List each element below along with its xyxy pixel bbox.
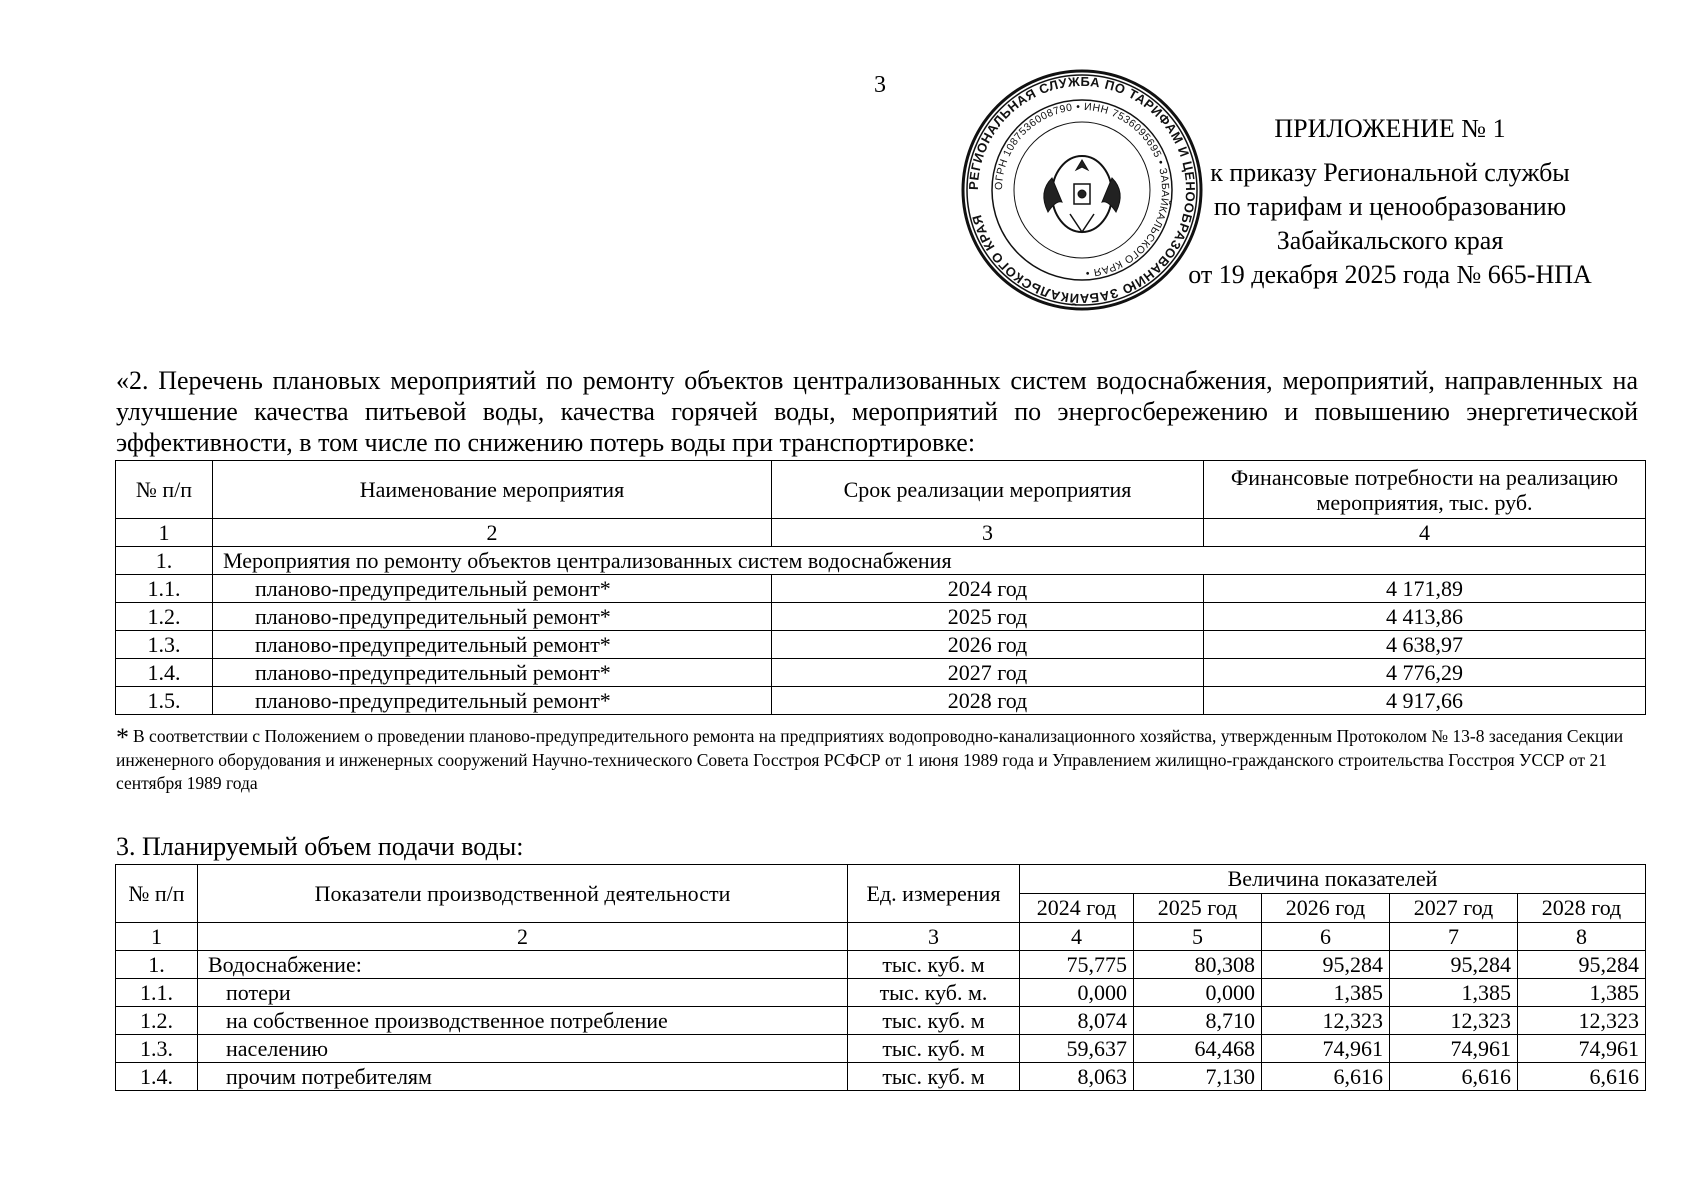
table-row [116,631,1646,659]
table-row [116,951,1646,979]
value-cell: 80,308 [1134,951,1262,979]
value-cell: 8,074 [1020,1007,1134,1035]
value-cell: 1,385 [1262,979,1390,1007]
row-number: 1. [116,951,198,979]
row-number: 1.4. [116,659,213,687]
footnote-mark: * [116,723,129,752]
footnote-text: В соответствии с Положением о проведении планово-предупредительного ремонта на предприятиях водопроводно-канализационного хозяйства, утвержденным Протоколом № 13-8 заседания Секции инженерного оборудования и инженерных сооружений Научно-технического Совета Госстроя РСФСР от 1 июня 1989 года и Управлением жилищно-гражданского строительства Госстроя УССР от 21 сентября 1989 года [116,726,1624,793]
column-header: Ед. измерения [848,865,1020,923]
year-header: 2026 год [1262,894,1390,923]
appendix-title: ПРИЛОЖЕНИЕ № 1 [1274,114,1506,143]
order-line: по тарифам и ценообразованию [1213,192,1567,221]
unit-cell: тыс. куб. м [848,951,1020,979]
row-number: 1.3. [116,1035,198,1063]
table-row [116,1035,1646,1063]
row-number: 1.1. [116,979,198,1007]
measure-term: 2026 год [772,631,1204,659]
measure-term: 2028 год [772,687,1204,715]
indicator-name: прочим потребителям [198,1063,848,1091]
indicator-name: Водоснабжение: [198,951,848,979]
value-cell: 1,385 [1518,979,1646,1007]
column-header: Финансовые потребности на реализацию мероприятия, тыс. руб. [1204,461,1646,519]
measure-name: планово-предупредительный ремонт* [213,603,772,631]
measure-term: 2024 год [772,575,1204,603]
table-row [116,979,1646,1007]
unit-cell: тыс. куб. м [848,1035,1020,1063]
measure-term: 2027 год [772,659,1204,687]
repair-measures-table [115,460,1646,715]
measure-amount: 4 171,89 [1204,575,1646,603]
table-row [116,603,1646,631]
value-cell: 1,385 [1390,979,1518,1007]
row-number: 1.2. [116,1007,198,1035]
order-line: к приказу Региональной службы [1210,158,1570,187]
column-number: 2 [213,519,772,547]
column-header: Срок реализации мероприятия [772,461,1204,519]
order-line: от 19 декабря 2025 года № 665-НПА [1188,260,1592,289]
stamp-inner-text: ОГРН 1087536008790 • ИНН 7536095695 • ЗАБАЙКАЛЬСКОГО КРАЯ • [992,100,1172,279]
column-number: 5 [1134,923,1262,951]
measure-name: планово-предупредительный ремонт* [213,687,772,715]
measure-amount: 4 413,86 [1204,603,1646,631]
column-number: 7 [1390,923,1518,951]
table-row [116,659,1646,687]
value-cell: 95,284 [1518,951,1646,979]
table-row [116,575,1646,603]
value-cell: 95,284 [1262,951,1390,979]
footnote [116,725,1638,795]
value-cell: 6,616 [1518,1063,1646,1091]
value-cell: 6,616 [1262,1063,1390,1091]
year-header: 2025 год [1134,894,1262,923]
row-number: 1.4. [116,1063,198,1091]
row-number: 1.3. [116,631,213,659]
measure-name: планово-предупредительный ремонт* [213,575,772,603]
value-cell: 95,284 [1390,951,1518,979]
column-number: 1 [116,519,213,547]
unit-cell: тыс. куб. м [848,1007,1020,1035]
measure-amount: 4 776,29 [1204,659,1646,687]
column-number: 4 [1204,519,1646,547]
value-cell: 12,323 [1390,1007,1518,1035]
column-header: № п/п [116,461,213,519]
group-row [116,547,1646,575]
column-header: № п/п [116,865,198,923]
group-title: Мероприятия по ремонту объектов централизованных систем водоснабжения [213,547,1646,575]
column-number: 1 [116,923,198,951]
column-number: 2 [198,923,848,951]
value-cell: 74,961 [1262,1035,1390,1063]
measure-term: 2025 год [772,603,1204,631]
year-header: 2024 год [1020,894,1134,923]
value-cell: 0,000 [1134,979,1262,1007]
table-row [116,1063,1646,1091]
column-number: 6 [1262,923,1390,951]
value-cell: 0,000 [1020,979,1134,1007]
column-number-row [116,923,1646,951]
appendix-block [1130,112,1650,292]
row-number: 1.2. [116,603,213,631]
measure-name: планово-предупредительный ремонт* [213,631,772,659]
column-header: Показатели производственной деятельности [198,865,848,923]
indicator-name: на собственное производственное потребление [198,1007,848,1035]
value-cell: 64,468 [1134,1035,1262,1063]
table-header-row [116,461,1646,519]
measure-amount: 4 917,66 [1204,687,1646,715]
value-cell: 74,961 [1390,1035,1518,1063]
column-number: 4 [1020,923,1134,951]
measure-amount: 4 638,97 [1204,631,1646,659]
unit-cell: тыс. куб. м [848,1063,1020,1091]
indicator-name: потери [198,979,848,1007]
coat-of-arms-icon [1044,156,1120,232]
row-number: 1.5. [116,687,213,715]
year-header: 2028 год [1518,894,1646,923]
measure-name: планово-предупредительный ремонт* [213,659,772,687]
value-cell: 6,616 [1390,1063,1518,1091]
table-header-row [116,865,1646,894]
stamp-outer-text: РЕГИОНАЛЬНАЯ СЛУЖБА ПО ТАРИФАМ И ЦЕНООБРАЗОВАНИЮ ЗАБАЙКАЛЬСКОГО КРАЯ [965,73,1199,307]
section3-heading: 3. Планируемый объем подачи воды: [116,832,524,861]
column-number: 3 [772,519,1204,547]
column-header: Наименование мероприятия [213,461,772,519]
value-cell: 8,710 [1134,1007,1262,1035]
column-number: 8 [1518,923,1646,951]
page-number: 3 [874,72,886,98]
column-group-header: Величина показателей [1020,865,1646,894]
value-cell: 12,323 [1262,1007,1390,1035]
column-number-row [116,519,1646,547]
value-cell: 7,130 [1134,1063,1262,1091]
row-number: 1. [116,547,213,575]
value-cell: 12,323 [1518,1007,1646,1035]
table-row [116,687,1646,715]
order-line: Забайкальского края [1276,226,1504,255]
year-header: 2027 год [1390,894,1518,923]
value-cell: 74,961 [1518,1035,1646,1063]
value-cell: 75,775 [1020,951,1134,979]
water-supply-table [115,864,1646,1091]
value-cell: 59,637 [1020,1035,1134,1063]
section2-heading: «2. Перечень плановых мероприятий по ремонту объектов централизованных систем водоснабжения, мероприятий, направленных на улучшение качества питьевой воды, качества горячей воды, мероприятий по энергосбережению и повышению энергетической эффективности, в том числе по снижению потерь воды при транспортировке: [116,366,1638,457]
table-row [116,1007,1646,1035]
value-cell: 8,063 [1020,1063,1134,1091]
indicator-name: населению [198,1035,848,1063]
row-number: 1.1. [116,575,213,603]
column-number: 3 [848,923,1020,951]
unit-cell: тыс. куб. м. [848,979,1020,1007]
